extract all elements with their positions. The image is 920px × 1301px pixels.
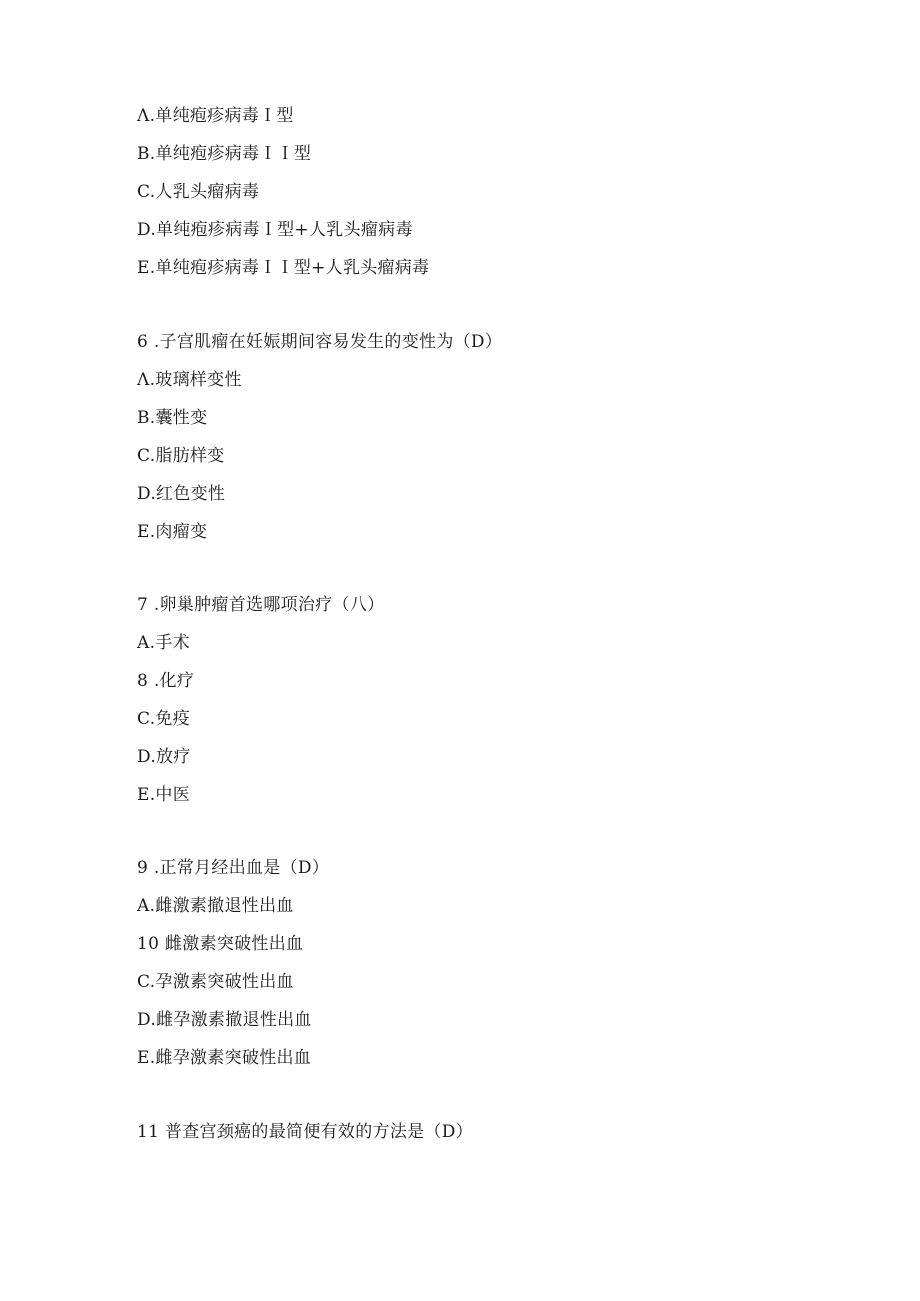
q7-option-e: E.中医 [137,785,191,805]
q6-option-a: Λ.玻璃样变性 [137,370,242,390]
q6-option-c: C.脂肪样变 [137,446,225,466]
q7-option-c: C.免疫 [137,709,191,729]
q6-option-d: D.红色变性 [137,484,226,504]
q9-option-e: E.雌孕激素突破性出血 [137,1048,312,1068]
q5-option-b: B.单纯疱疹病毒ＩＩ型 [137,144,312,164]
q5-option-c: C.人乳头瘤病毒 [137,182,260,202]
q6-option-b: B.囊性变 [137,408,208,428]
q9-option-a: A.雌激素撤退性出血 [137,896,294,916]
q7-option-b: 8 .化疗 [137,671,195,691]
q5-option-e: E.单纯疱疹病毒ＩＩ型+人乳头瘤病毒 [137,258,430,278]
q11-question: 11 普查宫颈癌的最简便有效的方法是（D） [137,1122,473,1142]
q9-option-c: C.孕激素突破性出血 [137,972,294,992]
q5-option-a: Λ.单纯疱疹病毒Ｉ型 [137,106,294,126]
q6-question: 6 .子宫肌瘤在妊娠期间容易发生的变性为（D） [137,332,503,352]
q9-question: 9 .正常月经出血是（D） [137,858,330,878]
q7-question: 7 .卵巢肿瘤首选哪项治疗（八） [137,595,385,615]
q6-option-e: E.肉瘤变 [137,522,208,542]
q5-option-d: D.单纯疱疹病毒Ｉ型+人乳头瘤病毒 [137,220,413,240]
q7-option-d: D.放疗 [137,747,191,767]
q9-option-d: D.雌孕激素撤退性出血 [137,1010,312,1030]
q9-option-b: 10 雌激素突破性出血 [137,934,304,954]
q7-option-a: A.手术 [137,633,190,653]
